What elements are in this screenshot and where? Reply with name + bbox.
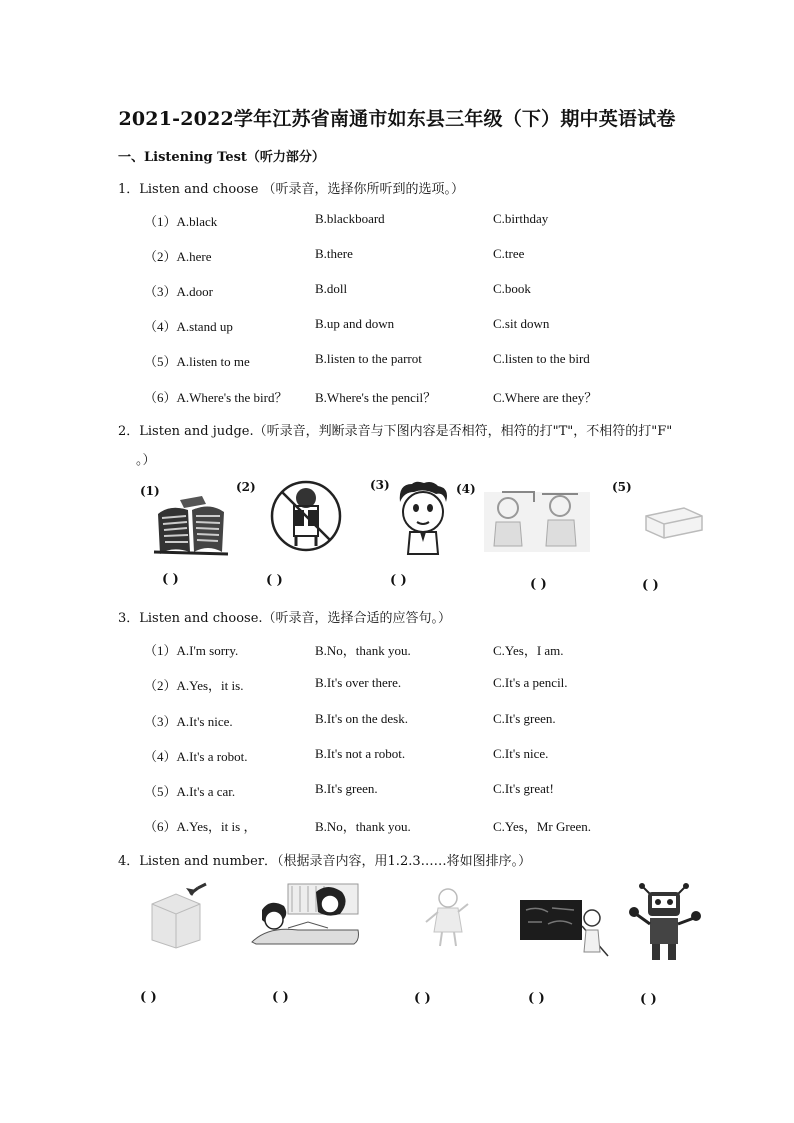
answer-blank[interactable]: ( )	[140, 990, 157, 1005]
option-b: B.there	[315, 246, 353, 261]
option-c: C.sit down	[493, 316, 550, 331]
option-b: B.listen to the parrot	[315, 351, 422, 366]
option-a: （6）A.Yes，it is ，	[144, 819, 257, 834]
q3-row-2	[144, 675, 704, 693]
option-a: （4）A.stand up	[144, 319, 233, 334]
q3-row-3	[144, 711, 704, 729]
option-b: B.doll	[315, 281, 348, 296]
q1-row-3	[144, 281, 704, 299]
option-b: B.It's green.	[315, 781, 378, 796]
answer-blank[interactable]: ( )	[414, 991, 431, 1006]
option-a: （3）A.door	[144, 284, 213, 299]
option-c: C.It's a pencil.	[493, 675, 568, 690]
option-a: （2）A.here	[144, 249, 212, 264]
page-title: 2021-2022学年江苏省南通市如东县三年级（下）期中英语试卷	[118, 108, 676, 130]
option-a: （6）A.Where's the bird？	[144, 390, 288, 405]
option-b: B.No，thank you.	[315, 643, 411, 658]
option-b: B.It's on the desk.	[315, 711, 408, 726]
option-c: C.birthday	[493, 211, 549, 226]
option-c: C.It's great!	[493, 781, 554, 796]
children-picture-icon	[482, 488, 592, 554]
boy-face-icon	[396, 480, 450, 560]
box-icon	[146, 884, 208, 950]
answer-blank[interactable]: ( )	[528, 991, 545, 1006]
option-b: B.blackboard	[315, 211, 385, 226]
option-c: C.Yes，Mr Green.	[493, 819, 591, 834]
answer-blank[interactable]: ( )	[390, 573, 407, 588]
option-c: C.It's nice.	[493, 746, 549, 761]
q1-row-5	[144, 351, 704, 369]
children-reading-icon	[248, 882, 362, 946]
q1-prompt: 1．Listen and choose （听录音，选择你所听到的选项。）	[118, 182, 465, 197]
eraser-icon	[640, 502, 706, 542]
q3-row-4	[144, 746, 704, 764]
option-c: C.book	[493, 281, 531, 296]
option-a: （1）A.black	[144, 214, 218, 229]
option-a: （5）A.listen to me	[144, 354, 250, 369]
option-b: B.up and down	[315, 316, 395, 331]
answer-blank[interactable]: ( )	[266, 573, 283, 588]
q2-prompt: 2．Listen and judge.（听录音，判断录音与下图内容是否相符，相符的打"T"，不相符的打"F"	[118, 424, 673, 439]
q1-row-1	[144, 211, 704, 229]
option-a: （4）A.It's a robot.	[144, 749, 248, 764]
q3-row-6	[144, 816, 704, 834]
q2-prompt-cont: 。）	[136, 453, 156, 468]
option-c: C.listen to the bird	[493, 351, 590, 366]
option-c: C.Where are they？	[493, 390, 598, 405]
no-binoculars-icon	[268, 478, 344, 554]
answer-blank[interactable]: ( )	[272, 990, 289, 1005]
q4-prompt: 4．Listen and number．（根据录音内容，用1.2.3……将如图排序。）	[118, 854, 532, 869]
answer-blank[interactable]: ( )	[642, 578, 659, 593]
picture-label: (5)	[612, 480, 632, 494]
q1-row-2	[144, 246, 704, 264]
option-c: C.Yes，I am.	[493, 643, 564, 658]
option-b: B.No，thank you.	[315, 819, 411, 834]
q3-row-1	[144, 640, 704, 658]
blackboard-icon	[518, 896, 612, 962]
picture-label: (1)	[140, 484, 160, 498]
books-icon	[150, 494, 232, 560]
option-c: C.tree	[493, 246, 525, 261]
q1-row-4	[144, 316, 704, 334]
answer-blank[interactable]: ( )	[530, 577, 547, 592]
robot-icon	[628, 884, 704, 966]
option-a: （3）A.It's nice.	[144, 714, 233, 729]
option-b: B.It's not a robot.	[315, 746, 406, 761]
option-a: （2）A.Yes，it is.	[144, 678, 244, 693]
option-c: C.It's green.	[493, 711, 556, 726]
picture-label: (2)	[236, 480, 256, 494]
q1-row-6	[144, 387, 704, 405]
q3-prompt: 3．Listen and choose.（听录音，选择合适的应答句。）	[118, 611, 452, 626]
picture-label: (3)	[370, 478, 390, 492]
option-b: B.Where's the pencil？	[315, 390, 437, 405]
picture-label: (4)	[456, 482, 476, 496]
girl-icon	[418, 884, 472, 950]
option-a: （1）A.I'm sorry.	[144, 643, 239, 658]
q3-row-5	[144, 781, 704, 799]
section-heading: 一、Listening Test（听力部分）	[118, 150, 325, 165]
answer-blank[interactable]: ( )	[162, 572, 179, 587]
answer-blank[interactable]: ( )	[640, 992, 657, 1007]
option-b: B.It's over there.	[315, 675, 402, 690]
option-a: （5）A.It's a car.	[144, 784, 236, 799]
